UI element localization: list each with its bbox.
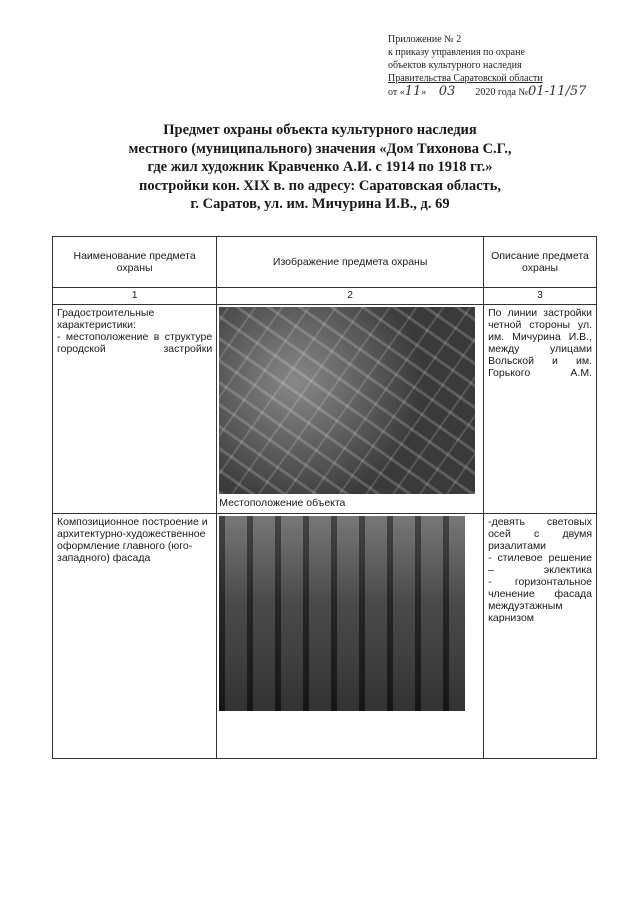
document-title: [60, 121, 580, 214]
aerial-photo: [219, 307, 475, 494]
title-line-2: местного (муниципального) значения «Дом Тихонова С.Г.,: [128, 140, 512, 157]
facade-photo: [219, 516, 465, 711]
title-line-1: Предмет охраны объекта культурного наследия: [163, 122, 477, 138]
header-description: Описание предмета охраны: [484, 237, 597, 288]
date-year: 2020 года №: [475, 87, 528, 98]
date-number: 01-11/57: [527, 84, 587, 99]
header-image: Изображение предмета охраны: [217, 237, 484, 288]
appendix-line-4: Правительства Саратовской области: [388, 73, 543, 84]
header-name: Наименование предмета охраны: [53, 237, 217, 288]
row2-description-3: - горизонтальное членение фасада междуэтажным карнизом: [488, 576, 592, 624]
row1-name-cell: [53, 305, 217, 514]
row1-image-caption: Местоположение объекта: [219, 497, 346, 509]
date-prefix: от «: [388, 87, 405, 98]
title-line-3: где жил художник Кравченко А.И. с 1914 по 1918 гг.»: [147, 159, 493, 175]
title-line-5: г. Саратов, ул. им. Мичурина И.В., д. 69: [190, 196, 450, 212]
date-day: 11: [404, 84, 422, 99]
row1-name-body: - местоположение в структуре городской застройки: [57, 331, 213, 355]
table-header-row: [53, 237, 597, 288]
row2-description-1: -девять световых осей с двумя ризалитами: [488, 516, 592, 552]
column-number-1: 1: [53, 288, 217, 305]
row1-description: По линии застройки четной стороны ул. им. Мичурина И.В., между улицами Вольской и им. Горького А.М.: [484, 305, 597, 514]
date-month: 03: [438, 84, 456, 99]
row1-name-title: Градостроительные характеристики:: [57, 307, 155, 331]
appendix-block: [388, 33, 603, 99]
row2-image-cell: [217, 514, 484, 759]
appendix-line-2: к приказу управления по охране: [388, 47, 525, 58]
title-line-4: постройки кон. XIX в. по адресу: Саратовская область,: [138, 177, 502, 194]
row2-description-2: - стилевое решение – эклектика: [488, 552, 592, 576]
protection-table: [52, 236, 597, 759]
table-row: [53, 305, 597, 514]
appendix-date-line: [388, 85, 603, 99]
appendix-line-1: Приложение № 2: [388, 34, 462, 45]
appendix-line-3: объектов культурного наследия: [388, 60, 522, 71]
table-number-row: [53, 288, 597, 305]
date-mid: »: [421, 87, 427, 98]
column-number-3: 3: [484, 288, 597, 305]
column-number-2: 2: [217, 288, 484, 305]
row2-description-cell: [484, 514, 597, 759]
row1-image-cell: [217, 305, 484, 514]
row2-name-cell: [53, 514, 217, 759]
table-row: [53, 514, 597, 759]
row2-name-title: Композиционное построение и архитектурно-художественное оформление главного (юго-западного) фасада: [57, 516, 208, 564]
